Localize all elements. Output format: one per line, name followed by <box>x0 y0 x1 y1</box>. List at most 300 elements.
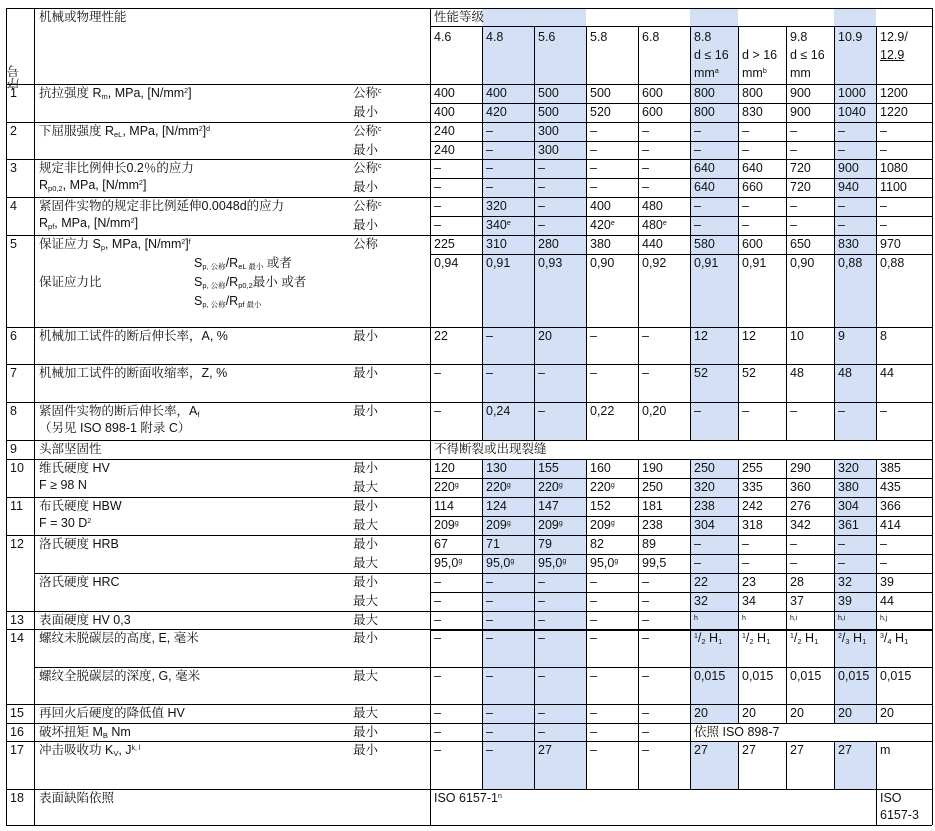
table-rule <box>786 459 787 723</box>
value-cell: 37 <box>790 594 804 608</box>
value-cell: 238 <box>642 518 663 532</box>
value-cell: 52 <box>694 366 708 380</box>
property-name: 冲击吸收功 $K_V$, J$^{k, l}$ <box>39 743 141 758</box>
value-cell: – <box>642 124 649 138</box>
value-cell: 0,91 <box>694 256 719 270</box>
value-cell: – <box>590 725 597 739</box>
table-rule <box>6 459 932 460</box>
property-name: 头部坚固性 <box>39 442 102 456</box>
value-cell: 0,22 <box>590 404 615 418</box>
value-cell: 0,91 <box>486 256 511 270</box>
table-rule <box>430 141 932 142</box>
value-cell: 240 <box>434 143 455 157</box>
table-rule <box>6 535 932 536</box>
row-number: 14 <box>10 631 24 645</box>
property-name: 下屈服强度 $R_{eL}$, MPa, $[N/mm^2]^d$ <box>39 124 211 139</box>
table-rule <box>35 573 932 574</box>
value-cell: – <box>434 669 441 683</box>
value-cell: – <box>486 180 493 194</box>
value-cell: 500 <box>538 105 559 119</box>
value-cell: 130 <box>486 461 507 475</box>
value-cell: 380 <box>838 480 859 494</box>
value-cell: 0,015 <box>880 669 912 683</box>
value-cell: – <box>742 124 749 138</box>
value-cell: 89 <box>642 537 656 551</box>
value-cell: 181 <box>642 499 663 513</box>
value-cell: 300 <box>538 124 559 138</box>
value-cell: 27 <box>742 743 756 757</box>
value-cell: – <box>694 218 701 232</box>
table-rule <box>876 789 877 825</box>
value-cell: – <box>434 613 441 627</box>
limit-label: 最小 <box>353 499 379 513</box>
value-cell: – <box>694 143 701 157</box>
table-rule <box>534 26 535 440</box>
value-cell: 830 <box>742 105 763 119</box>
value-cell: 114 <box>434 499 454 513</box>
limit-label: 公称$^c$ <box>353 124 382 138</box>
value-cell: – <box>694 404 701 418</box>
value-cell: 361 <box>838 518 859 532</box>
value-cell: – <box>838 556 845 570</box>
table-rule <box>586 723 587 741</box>
row-number: 12 <box>10 537 24 551</box>
limit-label: 最小 <box>353 105 379 119</box>
limit-label: 最小 <box>353 575 379 589</box>
value-cell: – <box>538 613 545 627</box>
value-cell: ISO 6157-3 <box>880 791 919 822</box>
value-cell: 335 <box>742 480 763 494</box>
ratio-formula: $S_{p, 公称}/R_{eL 最小}$ 或者 <box>194 256 292 271</box>
value-cell: – <box>880 537 887 551</box>
value-cell: 250 <box>642 480 663 494</box>
value-cell: – <box>742 556 749 570</box>
grade-header: 6.8 <box>642 30 660 44</box>
value-cell: 385 <box>880 461 901 475</box>
value-cell: 480 <box>642 199 663 213</box>
value-cell: – <box>434 743 441 757</box>
value-cell: 360 <box>790 480 811 494</box>
table-rule <box>430 26 932 27</box>
value-cell: 600 <box>642 105 663 119</box>
table-rule <box>876 459 877 723</box>
table-rule <box>430 630 932 631</box>
value-cell: – <box>642 180 649 194</box>
value-cell: 22 <box>434 329 448 343</box>
value-cell: – <box>790 124 797 138</box>
limit-label: 最小 <box>353 366 379 380</box>
value-cell: – <box>590 575 597 589</box>
value-cell: 0,015 <box>694 669 726 683</box>
value-cell: – <box>486 743 493 757</box>
value-cell: – <box>838 124 845 138</box>
value-cell: 120 <box>434 461 455 475</box>
value-cell: 500 <box>590 86 611 100</box>
property-name: 布氏硬度 HBW F = 30 $D^2$ <box>39 499 122 530</box>
value-cell: 95,0$^g$ <box>590 556 619 570</box>
value-cell: 830 <box>838 237 859 251</box>
limit-label: 最小 <box>353 218 379 232</box>
value-cell: 900 <box>838 161 859 175</box>
value-cell: 720 <box>790 161 811 175</box>
value-cell: 52 <box>742 366 756 380</box>
value-cell: – <box>642 366 649 380</box>
value-cell: h,i <box>838 615 846 622</box>
limit-label: 最大 <box>353 669 379 683</box>
limit-label: 最小 <box>353 329 379 343</box>
value-cell: – <box>486 594 493 608</box>
value-cell: 32 <box>838 575 852 589</box>
table-rule <box>6 723 932 724</box>
table-rule <box>6 825 932 826</box>
row-number: 15 <box>10 706 24 720</box>
value-cell: – <box>538 199 545 213</box>
value-cell: – <box>434 218 441 232</box>
value-cell: 320 <box>486 199 507 213</box>
value-cell: 320 <box>694 480 715 494</box>
value-cell: – <box>486 575 493 589</box>
table-rule <box>586 741 587 789</box>
grade-header: 12.9/ 12.9 <box>880 30 908 62</box>
value-cell: – <box>790 556 797 570</box>
grade-header: d > 16 $mm^b$ <box>742 48 778 80</box>
value-cell: 290 <box>790 461 811 475</box>
value-cell: 280 <box>538 237 559 251</box>
index-header: 序号 <box>7 65 21 90</box>
value-cell: – <box>590 366 597 380</box>
value-cell: h,j <box>880 615 888 622</box>
table-rule <box>638 723 639 741</box>
value-cell: – <box>642 613 649 627</box>
value-cell: 310 <box>486 237 507 251</box>
table-rule <box>35 667 932 668</box>
value-cell: 342 <box>790 518 811 532</box>
value-cell: – <box>880 556 887 570</box>
table-rule <box>932 8 933 825</box>
value-cell: 155 <box>538 461 559 475</box>
table-rule <box>6 402 932 403</box>
value-cell: 71 <box>486 537 500 551</box>
value-cell: 420e <box>590 218 615 232</box>
value-cell: 660 <box>742 180 763 194</box>
grade-group-header: 性能等级 <box>434 10 485 24</box>
value-cell: – <box>880 124 887 138</box>
value-cell: 0,24 <box>486 404 511 418</box>
value-cell: h,i <box>790 615 798 622</box>
value-cell: 520 <box>590 105 611 119</box>
row-number: 8 <box>10 404 17 418</box>
value-cell: – <box>486 631 493 645</box>
value-cell: 940 <box>838 180 859 194</box>
row-number: 6 <box>10 329 17 343</box>
ratio-formula: $S_{p, 公称}/R_{pf 最小}$ <box>194 294 262 309</box>
value-cell: 970 <box>880 237 901 251</box>
row-number: 9 <box>10 442 17 456</box>
limit-label: 最小 <box>353 180 379 194</box>
row-number: 1 <box>10 86 17 100</box>
value-cell: 依照 ISO 898-7 <box>694 725 780 739</box>
value-cell: 124 <box>486 499 507 513</box>
row-number: 7 <box>10 366 17 380</box>
table-rule <box>482 26 483 440</box>
value-cell: 209$^g$ <box>590 518 615 532</box>
property-name: 机械加工试件的断后伸长率，A, % <box>39 329 228 343</box>
table-rule <box>738 459 739 723</box>
table-rule <box>876 26 877 440</box>
value-cell: 0,015 <box>790 669 822 683</box>
value-cell: – <box>642 143 649 157</box>
value-cell: – <box>642 725 649 739</box>
value-cell: 250 <box>694 461 715 475</box>
table-rule <box>6 159 932 160</box>
table-rule <box>430 216 932 217</box>
ratio-formula: $S_{p, 公称}/R_{p0,2}$最小 或者 <box>194 275 307 290</box>
table-rule <box>6 440 932 441</box>
table-rule <box>6 235 932 236</box>
value-cell: – <box>790 537 797 551</box>
limit-label: 最小 <box>353 743 379 757</box>
value-cell: 1040 <box>838 105 866 119</box>
value-cell: 44 <box>880 594 894 608</box>
value-cell: – <box>790 199 797 213</box>
value-cell: 32 <box>694 594 708 608</box>
value-cell: – <box>642 669 649 683</box>
value-cell: 240 <box>434 124 455 138</box>
value-cell: – <box>486 669 493 683</box>
value-cell: 600 <box>642 86 663 100</box>
value-cell: 1080 <box>880 161 908 175</box>
row-number: 4 <box>10 199 17 213</box>
value-cell: 10 <box>790 329 804 343</box>
limit-label: 公称$^c$ <box>353 161 382 175</box>
table-rule <box>430 8 431 825</box>
value-cell: – <box>742 143 749 157</box>
value-cell: 20 <box>538 329 552 343</box>
limit-label: 最小 <box>353 537 379 551</box>
value-cell: – <box>880 143 887 157</box>
value-cell: – <box>434 594 441 608</box>
value-cell: – <box>590 669 597 683</box>
table-rule <box>586 459 587 723</box>
value-cell: – <box>486 143 493 157</box>
value-cell: 20 <box>880 706 894 720</box>
value-cell: 440 <box>642 237 663 251</box>
value-cell: – <box>590 631 597 645</box>
ratio-label: 保证应力比 <box>39 275 102 289</box>
value-cell: $^3/_4$ $H_1$ <box>880 631 909 646</box>
row-number: 18 <box>10 791 24 805</box>
value-cell: 400 <box>434 86 455 100</box>
value-cell: – <box>590 180 597 194</box>
table-rule <box>6 704 932 705</box>
table-rule <box>638 459 639 723</box>
table-rule <box>430 478 932 479</box>
limit-label: 最大 <box>353 594 379 608</box>
value-cell: $^1/_2$ $H_1$ <box>742 631 771 646</box>
value-cell: 0,93 <box>538 256 563 270</box>
property-name: 机械加工试件的断面收缩率，Z, % <box>39 366 228 380</box>
value-cell: 23 <box>742 575 756 589</box>
value-cell: 220$^g$ <box>538 480 563 494</box>
table-rule <box>834 459 835 723</box>
value-cell: 12 <box>694 329 708 343</box>
value-cell: 27 <box>838 743 852 757</box>
table-rule <box>6 122 932 123</box>
value-cell: – <box>694 199 701 213</box>
value-cell: 67 <box>434 537 448 551</box>
value-cell: 0,91 <box>742 256 767 270</box>
value-cell: $^1/_2$ $H_1$ <box>694 631 723 646</box>
value-cell: – <box>538 218 545 232</box>
value-cell: 600 <box>742 237 763 251</box>
value-cell: – <box>434 180 441 194</box>
value-cell: – <box>434 631 441 645</box>
value-cell: 152 <box>590 499 611 513</box>
property-name: 洛氏硬度 HRC <box>39 575 120 589</box>
property-name: 螺纹全脱碳层的深度, G, 毫米 <box>39 669 201 683</box>
value-cell: ISO 6157-1$^n$ <box>434 791 502 805</box>
grade-header: 8.8 d ≤ 16 $mm^a$ <box>694 30 729 80</box>
property-header: 机械或物理性能 <box>39 10 127 24</box>
value-cell: – <box>838 404 845 418</box>
value-cell: – <box>538 725 545 739</box>
table-rule <box>586 26 587 440</box>
value-cell: 340e <box>486 218 511 232</box>
table-rule <box>34 8 35 825</box>
value-cell: – <box>694 556 701 570</box>
grade-header: 4.6 <box>434 30 452 44</box>
property-name: 表面硬度 HV 0,3 <box>39 613 131 627</box>
table-rule <box>534 723 535 741</box>
value-cell: – <box>538 180 545 194</box>
value-cell: – <box>486 613 493 627</box>
value-cell: – <box>538 594 545 608</box>
value-cell: 9 <box>838 329 845 343</box>
value-cell: – <box>434 161 441 175</box>
grade-header: 10.9 <box>838 30 863 44</box>
value-cell: – <box>642 743 649 757</box>
value-cell: – <box>790 218 797 232</box>
value-cell: – <box>434 575 441 589</box>
value-cell: 242 <box>742 499 763 513</box>
value-cell: 209$^g$ <box>486 518 511 532</box>
table-rule <box>786 741 787 789</box>
value-cell: – <box>790 143 797 157</box>
value-cell: – <box>838 218 845 232</box>
value-cell: 209$^g$ <box>434 518 459 532</box>
value-cell: – <box>742 537 749 551</box>
limit-label: 最大 <box>353 480 379 494</box>
value-cell: 900 <box>790 86 811 100</box>
value-cell: – <box>838 537 845 551</box>
value-cell: – <box>538 366 545 380</box>
value-cell: – <box>434 706 441 720</box>
row-number: 3 <box>10 161 17 175</box>
table-rule <box>6 611 932 612</box>
value-cell: 27 <box>790 743 804 757</box>
value-cell: 8 <box>880 329 887 343</box>
value-cell: 800 <box>742 86 763 100</box>
value-cell: – <box>590 329 597 343</box>
value-cell: – <box>590 161 597 175</box>
table-rule <box>6 789 932 790</box>
value-cell: 0,20 <box>642 404 667 418</box>
value-cell: – <box>486 124 493 138</box>
value-cell: – <box>642 631 649 645</box>
value-cell: – <box>486 161 493 175</box>
value-cell: 27 <box>694 743 708 757</box>
value-cell: – <box>590 743 597 757</box>
value-cell: – <box>742 199 749 213</box>
value-cell: 0,94 <box>434 256 459 270</box>
property-name: 表面缺陷依照 <box>39 791 115 805</box>
limit-label: 最大 <box>353 706 379 720</box>
property-name: 破坏扭矩 $M_B$ Nm <box>39 725 131 740</box>
table-rule <box>690 741 691 789</box>
value-cell: 22 <box>694 575 708 589</box>
limit-label: 公称$^c$ <box>353 86 382 100</box>
value-cell: – <box>538 631 545 645</box>
value-cell: $^2/_3$ $H_1$ <box>838 631 867 646</box>
value-cell: 640 <box>694 161 715 175</box>
value-cell: – <box>434 366 441 380</box>
table-rule <box>834 741 835 789</box>
table-rule <box>6 8 7 825</box>
row-number: 5 <box>10 237 17 251</box>
limit-label: 最小 <box>353 725 379 739</box>
value-cell: 400 <box>434 105 455 119</box>
value-cell: 48 <box>838 366 852 380</box>
value-cell: 39 <box>880 575 894 589</box>
row-number: 17 <box>10 743 24 757</box>
value-cell: – <box>434 199 441 213</box>
value-cell: 95,0$^g$ <box>434 556 463 570</box>
value-cell: 255 <box>742 461 763 475</box>
row-number: 13 <box>10 613 24 627</box>
value-cell: – <box>694 124 701 138</box>
table-rule <box>430 178 932 179</box>
value-cell: 1200 <box>880 86 908 100</box>
value-cell: 20 <box>838 706 852 720</box>
table-rule <box>534 459 535 723</box>
value-cell: 0,88 <box>838 256 863 270</box>
value-cell: – <box>642 575 649 589</box>
grade-header: 5.6 <box>538 30 556 44</box>
value-cell: 900 <box>790 105 811 119</box>
value-cell: 39 <box>838 594 852 608</box>
value-cell: 82 <box>590 537 604 551</box>
value-cell: 44 <box>880 366 894 380</box>
limit-label: 最小 <box>353 143 379 157</box>
value-cell: 435 <box>880 480 901 494</box>
value-cell: 800 <box>694 86 715 100</box>
value-cell: – <box>486 706 493 720</box>
table-rule <box>834 26 835 440</box>
value-cell: – <box>538 669 545 683</box>
value-cell: h <box>742 615 746 622</box>
table-rule <box>638 26 639 440</box>
table-rule <box>430 516 932 517</box>
value-cell: h <box>694 615 698 622</box>
value-cell: 20 <box>790 706 804 720</box>
value-cell: 220$^g$ <box>590 480 615 494</box>
value-cell: – <box>486 725 493 739</box>
value-cell: – <box>790 404 797 418</box>
value-cell: 190 <box>642 461 663 475</box>
property-name: 螺纹未脱碳层的高度, E, 毫米 <box>39 631 199 645</box>
table-rule <box>482 741 483 789</box>
value-cell: 800 <box>694 105 715 119</box>
